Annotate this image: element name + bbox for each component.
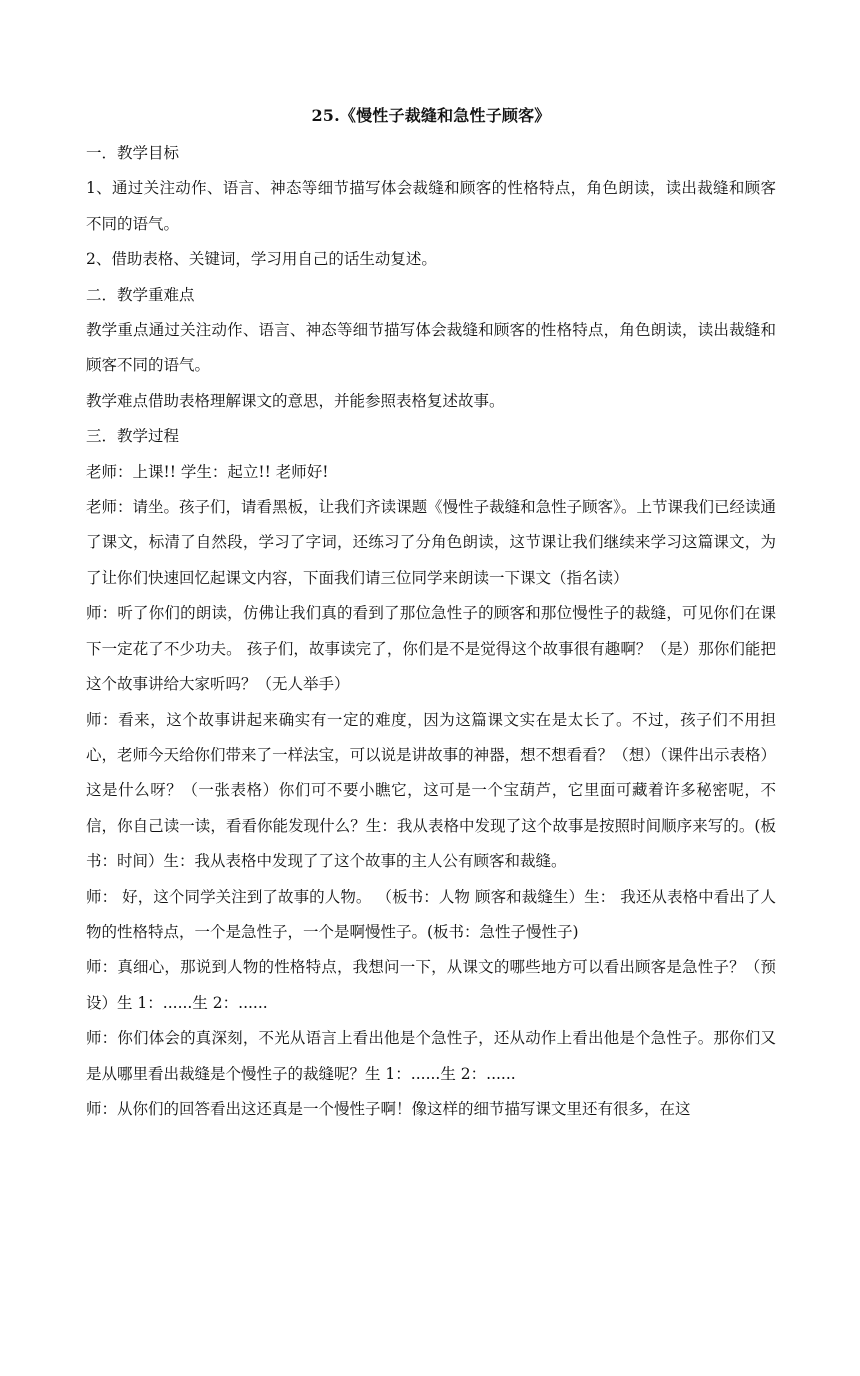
paragraph-difficult-point: 教学难点借助表格理解课文的意思，并能参照表格复述故事。 — [86, 391, 505, 410]
paragraph-process-5: 师： 好，这个同学关注到了故事的人物。 （板书：人物 顾客和裁缝生）生： 我还从表格中看出了人物的性格特点，一个是急性子，一个是啊慢性子。(板书：急性子慢性子) — [86, 887, 776, 941]
paragraph-key-point: 教学重点通过关注动作、语言、神态等细节描写体会裁缝和顾客的性格特点，角色朗读，读出裁缝和顾客不同的语气。 — [86, 321, 776, 375]
paragraph-process-4: 师：看来，这个故事讲起来确实有一定的难度，因为这篇课文实在是太长了。不过，孩子们不用担心，老师今天给你们带来了一样法宝，可以说是讲故事的神器，想不想看看？（想）（课件出示表格）这是什么呀？（一张表格）你们可不要小瞧它，这可是一个宝葫芦，它里面可藏着许多秘密呢，不信，你自己读一读，看看你能发现什么？生：我从表格中发现了这个故事是按照时间顺序来写的。(板书：时间）生：我从表格中发现了了这个故事的主人公有顾客和裁缝。 — [86, 710, 776, 871]
paragraph-process-6: 师：真细心，那说到人物的性格特点，我想问一下，从课文的哪些地方可以看出顾客是急性子？（预设）生 1：......生 2：...... — [86, 958, 776, 1012]
section-heading-teaching-process: 三．教学过程 — [86, 427, 180, 446]
paragraph-process-1: 老师：上课!! 学生：起立!! 老师好! — [86, 462, 329, 481]
section-heading-teaching-goals: 一．教学目标 — [86, 144, 180, 162]
paragraph-goal-2: 2、借助表格、关键词，学习用自己的话生动复述。 — [86, 250, 437, 269]
section-heading-key-difficult-points: 二．教学重难点 — [86, 285, 195, 304]
paragraph-process-8: 师：从你们的回答看出这还真是一个慢性子啊！像这样的细节描写课文里还有很多，在这 — [86, 1099, 691, 1118]
paragraph-process-7: 师：你们体会的真深刻，不光从语言上看出他是个急性子，还从动作上看出他是个急性子。那你们又是从哪里看出裁缝是个慢性子的裁缝呢？生 1：......生 2：...... — [86, 1029, 776, 1083]
paragraph-process-2: 老师：请坐。孩子们，请看黑板，让我们齐读课题《慢性子裁缝和急性子顾客》。上节课我们已经读通了课文，标清了自然段，学习了字词，还练习了分角色朗读，这节课让我们继续来学习这篇课文，为了让你们快速回忆起课文内容，下面我们请三位同学来朗读一下课文（指名读） — [86, 498, 776, 587]
paragraph-process-3: 师：听了你们的朗读，仿佛让我们真的看到了那位急性子的顾客和那位慢性子的裁缝，可见你们在课下一定花了不少功夫。 孩子们，故事读完了，你们是不是觉得这个故事很有趣啊？（是）那你们能把这个故事讲给大家听吗？（无人举手） — [86, 604, 776, 694]
document-title: 25.《慢性子裁缝和急性子顾客》 — [311, 106, 551, 125]
paragraph-goal-1: 1、通过关注动作、语言、神态等细节描写体会裁缝和顾客的性格特点，角色朗读，读出裁缝和顾客不同的语气。 — [86, 179, 776, 233]
document-page — [86, 104, 776, 1127]
